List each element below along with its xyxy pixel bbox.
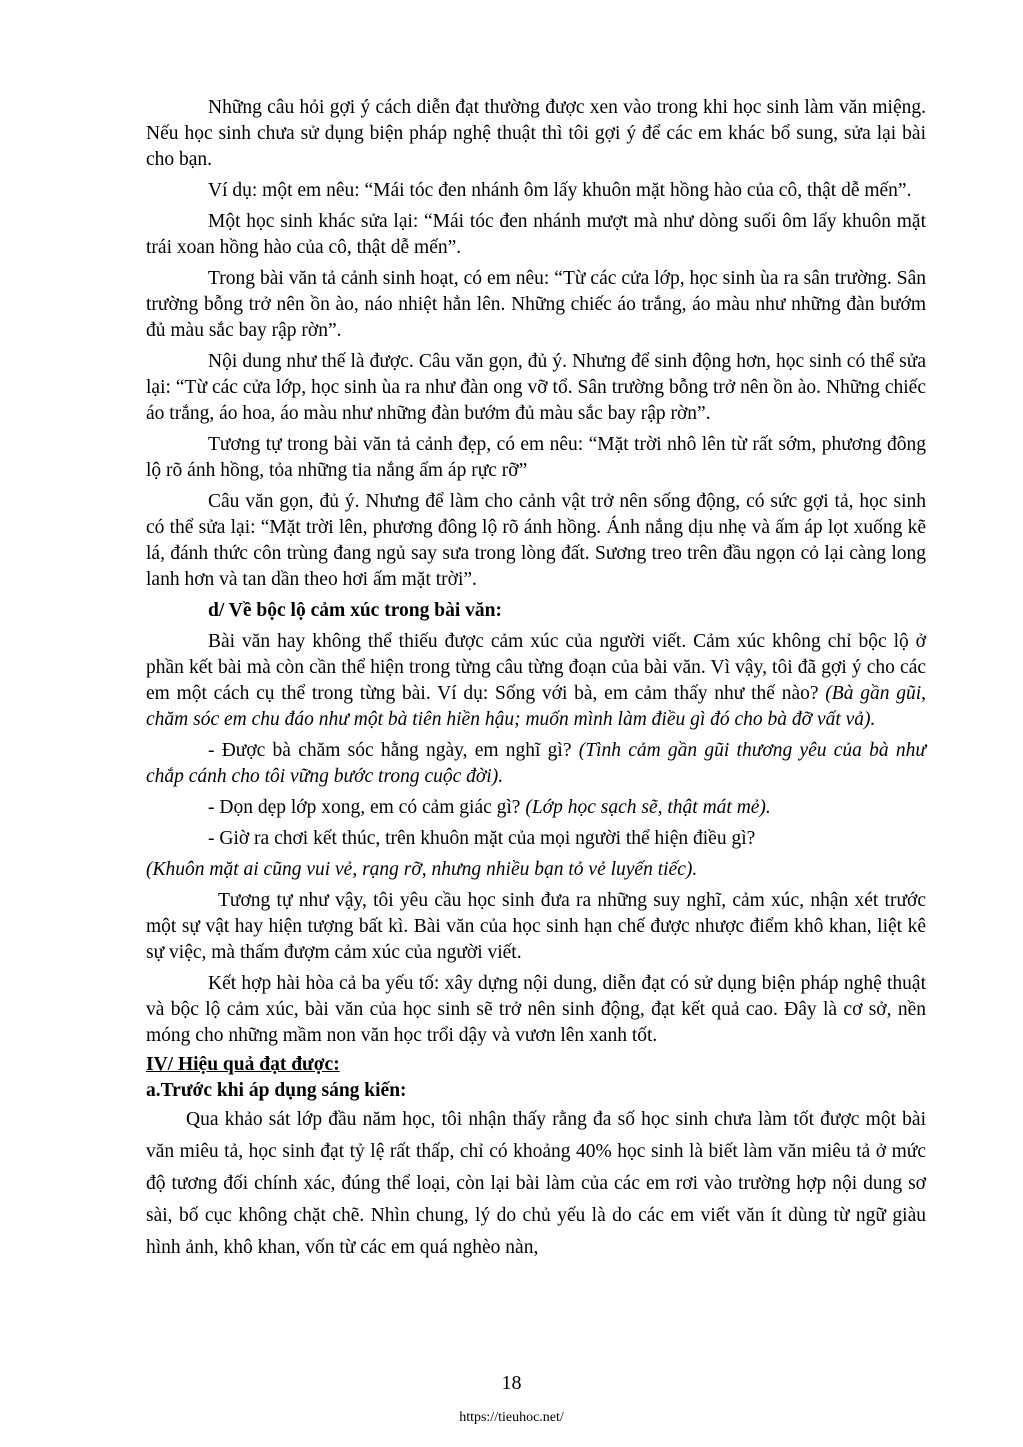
paragraph-7: Câu văn gọn, đủ ý. Nhưng để làm cho cảnh vật trở nên sống động, có sức gợi tả, học sinh có thể sửa lại: “Mặt trời lên, phương đông lộ rõ ánh hồng. Ánh nắng dịu nhẹ và ấm áp lọt xuống kẽ lá, đánh thức côn trùng đang ngủ say sưa trong lòng đất. Sương treo trên đầu ngọn cỏ lại càng long lanh hơn và tan dần theo hơi ấm mặt trời”. [146, 491, 926, 590]
section-heading-iv: IV/ Hiệu quả đạt được: [146, 1054, 340, 1075]
question-2 [146, 795, 926, 821]
question-3-answer: (Khuôn mặt ai cũng vui vẻ, rạng rỡ, nhưng nhiều bạn tỏ vẻ luyến tiếc). [146, 859, 698, 880]
paragraph-3: Một học sinh khác sửa lại: “Mái tóc đen nhánh mượt mà như dòng suối ôm lấy khuôn mặt trái xoan hồng hào của cô, thật dễ mến”. [146, 211, 926, 258]
paragraph-9: Tương tự như vậy, tôi yêu cầu học sinh đưa ra những suy nghĩ, cảm xúc, nhận xét trước một sự vật hay hiện tượng bất kì. Bài văn của học sinh hạn chế được nhược điểm khô khan, liệt kê sự việc, mà thấm đượm cảm xúc của người viết. [146, 890, 926, 963]
paragraph-11: Qua khảo sát lớp đầu năm học, tôi nhận thấy rằng đa số học sinh chưa làm tốt được một bài văn miêu tả, học sinh đạt tỷ lệ rất thấp, chỉ có khoảng 40% học sinh là biết làm văn miêu tả ở mức độ tương đối chính xác, đúng thể loại, còn lại bài làm của các em rơi vào trường hợp nội dung sơ sài, bố cục không chặt chẽ. Nhìn chung, lý do chủ yếu là do các em viết văn ít dùng từ ngữ giàu hình ảnh, khô khan, vốn từ các em quá nghèo nàn, [146, 1109, 926, 1258]
section-heading-a: a.Trước khi áp dụng sáng kiến: [146, 1080, 407, 1101]
paragraph-8-italic: (Bà gần gũi, chăm sóc em chu đáo như một bà tiên hiền hậu; muốn mình làm điều gì đó cho bà đỡ vất vả). [146, 683, 927, 730]
paragraph-8-text: Bài văn hay không thể thiếu được cảm xúc của người viết. Cảm xúc không chỉ bộc lộ ở phần kết bài mà còn cần thể hiện trong từng câu từng đoạn của bài văn. Vì vậy, tôi đã gợi ý cho các em một cách cụ thể trong từng bài. Ví dụ: Sống với bà, em cảm thấy như thế nào? [146, 631, 926, 704]
question-2-text: - Dọn dẹp lớp xong, em có cảm giác gì? [208, 797, 521, 818]
page-number: 18 [501, 1372, 522, 1394]
question-2-answer: (Lớp học sạch sẽ, thật mát mẻ). [525, 797, 771, 818]
paragraph-6: Tương tự trong bài văn tả cảnh đẹp, có em nêu: “Mặt trời nhô lên từ rất sớm, phương đông lộ rõ ánh hồng, tỏa những tia nắng ấm áp rực rỡ” [146, 434, 926, 481]
paragraph-2: Ví dụ: một em nêu: “Mái tóc đen nhánh ôm lấy khuôn mặt hồng hào của cô, thật dễ mến”. [208, 180, 912, 201]
question-1 [146, 738, 926, 790]
paragraph-10: Kết hợp hài hòa cả ba yếu tố: xây dựng nội dung, diễn đạt có sử dụng biện pháp nghệ thuật và bộc lộ cảm xúc, bài văn của học sinh sẽ trở nên sinh động, đạt kết quả cao. Đây là cơ sở, nền móng cho những mầm non văn học trổi dậy và vươn lên xanh tốt. [146, 973, 926, 1046]
paragraph-5: Nội dung như thế là được. Câu văn gọn, đủ ý. Nhưng để sinh động hơn, học sinh có thể sửa lại: “Từ các cửa lớp, học sinh ùa ra như đàn ong vỡ tổ. Sân trường bỗng trở nên ồn ào. Những chiếc áo trắng, áo hoa, áo màu như những đàn bướm đủ màu sắc bay rập rờn”. [146, 351, 926, 424]
paragraph-8 [146, 629, 926, 733]
question-1-answer: (Tình cảm gần gũi thương yêu của bà như chắp cánh cho tôi vững bước trong cuộc đời). [146, 740, 926, 787]
paragraph-1: Những câu hỏi gợi ý cách diễn đạt thường được xen vào trong khi học sinh làm văn miệng. Nếu học sinh chưa sử dụng biện pháp nghệ thuật thì tôi gợi ý để các em khác bổ sung, sửa lại bài cho bạn. [146, 97, 926, 170]
paragraph-4: Trong bài văn tả cảnh sinh hoạt, có em nêu: “Từ các cửa lớp, học sinh ùa ra sân trường. Sân trường bỗng trở nên ồn ào, náo nhiệt hẳn lên. Những chiếc áo trắng, áo màu như những đàn bướm đủ màu sắc bay rập rờn”. [146, 268, 926, 341]
section-heading-d: d/ Về bộc lộ cảm xúc trong bài văn: [208, 600, 502, 621]
document-body [146, 95, 926, 1264]
question-3: - Giờ ra chơi kết thúc, trên khuôn mặt của mọi người thể hiện điều gì? [208, 828, 756, 849]
footer-url: https://tieuhoc.net/ [459, 1410, 564, 1425]
question-1-text: - Được bà chăm sóc hằng ngày, em nghĩ gì? [208, 740, 572, 761]
